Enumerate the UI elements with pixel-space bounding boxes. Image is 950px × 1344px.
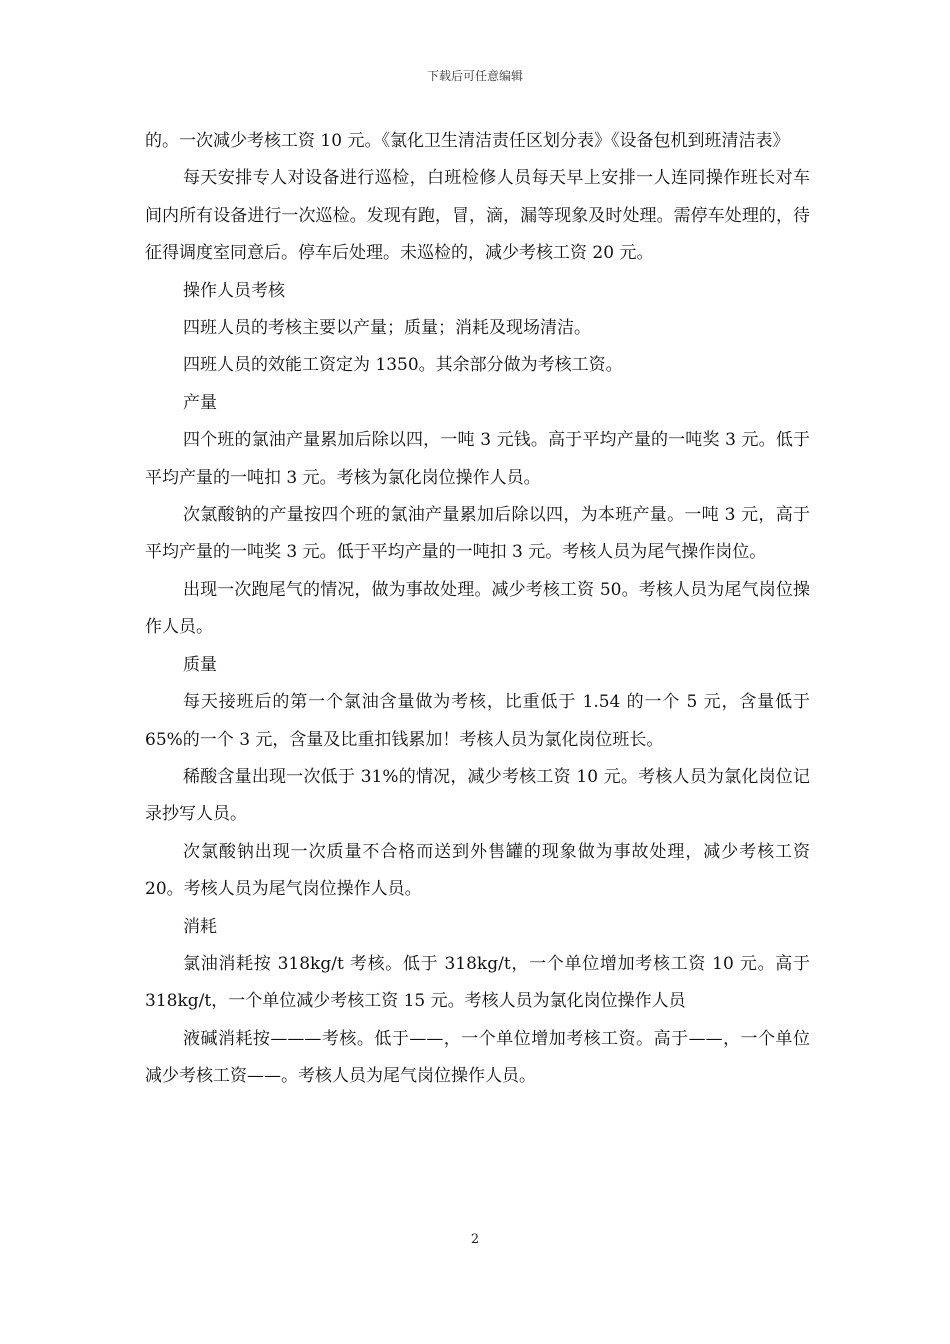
- paragraph: 氯油消耗按 318kg/t 考核。低于 318kg/t，一个单位增加考核工资 10 元。高于 318kg/t，一个单位减少考核工资 15 元。考核人员为氯化岗位操作人员: [145, 953, 810, 1012]
- paragraph: 出现一次跑尾气的情况，做为事故处理。减少考核工资 50。考核人员为尾气岗位操作人员。: [145, 579, 810, 638]
- section-heading: 质量: [183, 654, 217, 675]
- paragraph: 次氯酸钠出现一次质量不合格而送到外售罐的现象做为事故处理，减少考核工资 20。考核人员为尾气岗位操作人员。: [145, 841, 810, 900]
- section-heading: 操作人员考核: [183, 280, 285, 301]
- page-header: 下载后可任意编辑: [426, 69, 523, 83]
- section-heading: 产量: [183, 392, 217, 413]
- paragraph: 每天安排专人对设备进行巡检，白班检修人员每天早上安排一人连同操作班长对车间内所有设备进行一次巡检。发现有跑，冒，滴，漏等现象及时处理。需停车处理的，待征得调度室同意后。停车后处理。未巡检的，减少考核工资 20 元。: [145, 168, 810, 264]
- paragraph: 四个班的氯油产量累加后除以四，一吨 3 元钱。高于平均产量的一吨奖 3 元。低于平均产量的一吨扣 3 元。考核为氯化岗位操作人员。: [145, 430, 810, 488]
- paragraph: 次氯酸钠的产量按四个班的氯油产量累加后除以四，为本班产量。一吨 3 元，高于平均产量的一吨奖 3 元。低于平均产量的一吨扣 3 元。考核人员为尾气操作岗位。: [145, 505, 810, 563]
- page-number: 2: [470, 1232, 480, 1247]
- paragraph: 液碱消耗按———考核。低于——，一个单位增加考核工资。高于——，一个单位减少考核工资——。考核人员为尾气岗位操作人员。: [145, 1028, 810, 1087]
- paragraph: 的。一次减少考核工资 10 元。《氯化卫生清洁责任区划分表》《设备包机到班清洁表》: [145, 131, 790, 151]
- document-body: [145, 123, 810, 1096]
- paragraph: 每天接班后的第一个氯油含量做为考核，比重低于 1.54 的一个 5 元，含量低于 65%的一个 3 元，含量及比重扣钱累加！考核人员为氯化岗位班长。: [145, 692, 811, 750]
- paragraph: 稀酸含量出现一次低于 31%的情况，减少考核工资 10 元。考核人员为氯化岗位记录抄写人员。: [145, 766, 810, 825]
- paragraph: 四班人员的效能工资定为 1350。其余部分做为考核工资。: [183, 355, 623, 376]
- paragraph: 四班人员的考核主要以产量；质量；消耗及现场清洁。: [183, 318, 591, 339]
- section-heading: 消耗: [183, 916, 217, 937]
